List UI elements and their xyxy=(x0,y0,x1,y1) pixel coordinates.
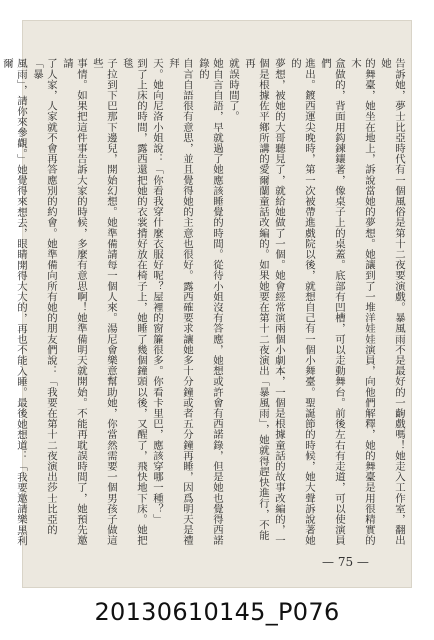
page-number: — 75 — xyxy=(322,555,369,569)
text-column-4: 進出。鍍西運尖晚時，第一次被帶進戲院以後，就想自己有一個小舞臺。聖誕節的時候，她大聲訴說著她的 xyxy=(289,58,315,546)
text-column-8: 她自言自語，早就過了她應該睡覺的時間。從待小姐沒有答應，她想或許會有西諾錄，但是她也覺得西諾錄的 xyxy=(197,58,223,546)
text-column-1: 告訴她，夢士比亞時代有一個風俗是第十二夜要演戲。暴風雨不是最好的一齣戲嗎！她走入工作室，翻出她 xyxy=(379,58,405,546)
text-column-12: 子拉到下巴那下邊兒，開始幻想。她準備請每一個人來。湯尼會樂意幫助她，你當然需要一個男孩子做這些 xyxy=(91,58,117,546)
text-column-5: 夢想，被她的大哥聽見了，就給她做了一個。她會經常演兩個小劇本，一個是根據童話的故事改編的，一 xyxy=(273,58,285,546)
text-column-7: 就誤時間了。 xyxy=(227,58,239,122)
text-column-6: 個是根據佐平鄉所講的愛爾蘭童話改編的。如果她要在第十二夜演出「暴風雨」，她就得趕快進行，不能再 xyxy=(243,58,269,541)
text-column-11: 到了上床的時間，露西還把她的衣裳揹好放在椅子上，她睡了幾個鐘頭以後，又醒了，飛快地下床。她把毯 xyxy=(121,58,147,546)
text-column-3: 盒做的，背面用鈎鍊鑲著，像桌子上的桌蓋。底部有凹槽，可以走動舞台。前後左右有走道，可以使演員們 xyxy=(319,58,345,546)
vertical-text-body xyxy=(1,58,406,546)
scanned-page xyxy=(1,20,412,588)
text-column-15: 風雨」，請你來參觀。」她覺得來想去，眼睛開得大大的，再也不能入睡。最後她想道：「我要邀請樂黑利爾 xyxy=(1,58,27,546)
text-column-13: 事情。如果把這件事告訴大家的時候，多麼有意思啊！她準備明天就開始。不能再耽誤時間了，她預先邀請 xyxy=(61,58,87,546)
text-column-2: 的舞臺，她坐在地上，訴說當她的夢想。她讓到了一堆洋娃娃演員，向他們解釋，她的舞臺是用很精實的木 xyxy=(349,58,375,546)
image-caption: 20130610145_P076 xyxy=(94,598,340,626)
text-column-9: 自言自語很有意思，並且覺得她的主意也很好。露西確要求讓她多十分鐘或者五分鐘再睡，因爲明天是禮拜 xyxy=(167,58,193,546)
text-column-10: 天。她向尼洛小姐說：「你看我穿什麼衣服好呢？屋裡的窗簾很多。你看卡里巴，應該穿哪一種？」 xyxy=(151,58,163,525)
text-column-14: 了人家，人家就不會再答應別的約會。她準備向所有她的朋友們說：「我要在第十二夜演出莎士比亞的「暴 xyxy=(31,58,57,535)
